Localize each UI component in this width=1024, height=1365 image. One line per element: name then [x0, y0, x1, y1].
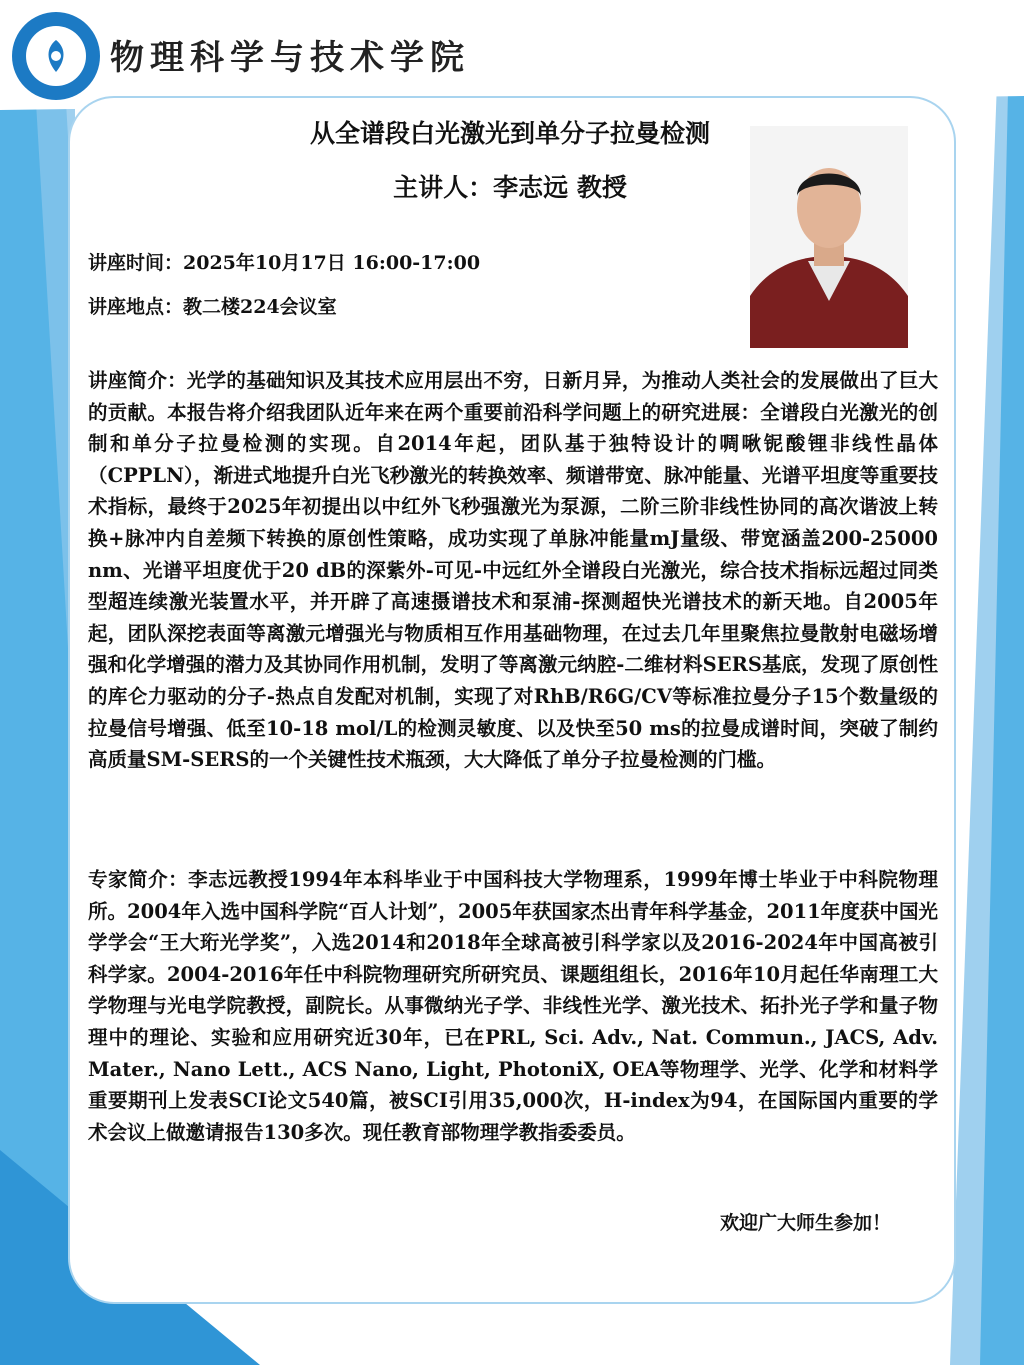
lecture-place [88, 292, 337, 319]
college-name: 物理科学与技术学院 [110, 38, 470, 78]
bio-text: 李志远教授1994年本科毕业于中国科技大学物理系，1999年博士毕业于中科院物理所。2004年入选中国科学院“百人计划”，2005年获国家杰出青年科学基金，2011年度获中国光学学会“王大珩光学奖”，入选2014和2018年全球高被引科学家以及2016-2024年中国高被引科学家。2004-2016年任中科院物理研究所研究员、课题组组长，2016年10月起任华南理工大学物理与光电学院教授，副院长。从事微纳光子学、非线性光学、激光技术、拓扑光子学和量子物理中的理论、实验和应用研究近30年，已在PRL, Sci. Adv., Nat. Commun., JACS, Adv. Mater., Nano Lett., ACS Nano, Light, PhotoniX, OEA等物理学、光学、化学和材料学重要期刊上发表SCI论文540篇，被SCI引用35,000次，H-index为94，在国际国内重要的学术会议上做邀请报告130多次。现任教育部物理学教指委委员。 [88, 868, 938, 1144]
lecture-title: 从全谱段白光激光到单分子拉曼检测 [309, 119, 710, 148]
speaker-line: 主讲人：李志远 教授 [393, 173, 627, 202]
lecture-time [88, 248, 480, 275]
university-logo [12, 12, 100, 100]
place-value: 教二楼224会议室 [183, 296, 337, 318]
expert-bio [88, 864, 938, 1148]
welcome-text: 欢迎广大师生参加！ [720, 1212, 892, 1234]
header [0, 0, 1024, 110]
time-value: 2025年10月17日 16:00-17:00 [183, 252, 481, 274]
bio-label: 专家简介： [88, 868, 189, 891]
place-label: 讲座地点： [88, 296, 184, 318]
logo-emblem-icon [26, 26, 86, 86]
intro-label: 讲座简介： [88, 369, 187, 392]
speaker-photo [750, 126, 908, 348]
lecture-intro [88, 365, 938, 776]
intro-text: 光学的基础知识及其技术应用层出不穷，日新月异，为推动人类社会的发展做出了巨大的贡献。本报告将介绍我团队近年来在两个重要前沿科学问题上的研究进展：全谱段白光激光的创制和单分子拉曼检测的实现。自2014年起，团队基于独特设计的啁啾铌酸锂非线性晶体（CPPLN），渐进式地提升白光飞秒激光的转换效率、频谱带宽、脉冲能量、光谱平坦度等重要技术指标，最终于2025年初提出以中红外飞秒强激光为泵源，二阶三阶非线性协同的高次谐波上转换+脉冲内自差频下转换的原创性策略，成功实现了单脉冲能量mJ量级、带宽涵盖200-25000 nm、光谱平坦度优于20 dB的深紫外-可见-中远红外全谱段白光激光，综合技术指标远超过同类型超连续激光装置水平，并开辟了高速摄谱技术和泵浦-探测超快光谱技术的新天地。自2005年起，团队深挖表面等离激元增强光与物质相互作用基础物理，在过去几年里聚焦拉曼散射电磁场增强和化学增强的潜力及其协同作用机制，发明了等离激元纳腔-二维材料SERS基底，发现了原创性的库仑力驱动的分子-热点自发配对机制，实现了对RhB/R6G/CV等标准拉曼分子15个数量级的拉曼信号增强、低至10-18 mol/L的检测灵敏度、以及快至50 ms的拉曼成谱时间，突破了制约高质量SM-SERS的一个关键性技术瓶颈，大大降低了单分子拉曼检测的门槛。 [88, 369, 938, 772]
time-label: 讲座时间： [88, 252, 184, 274]
